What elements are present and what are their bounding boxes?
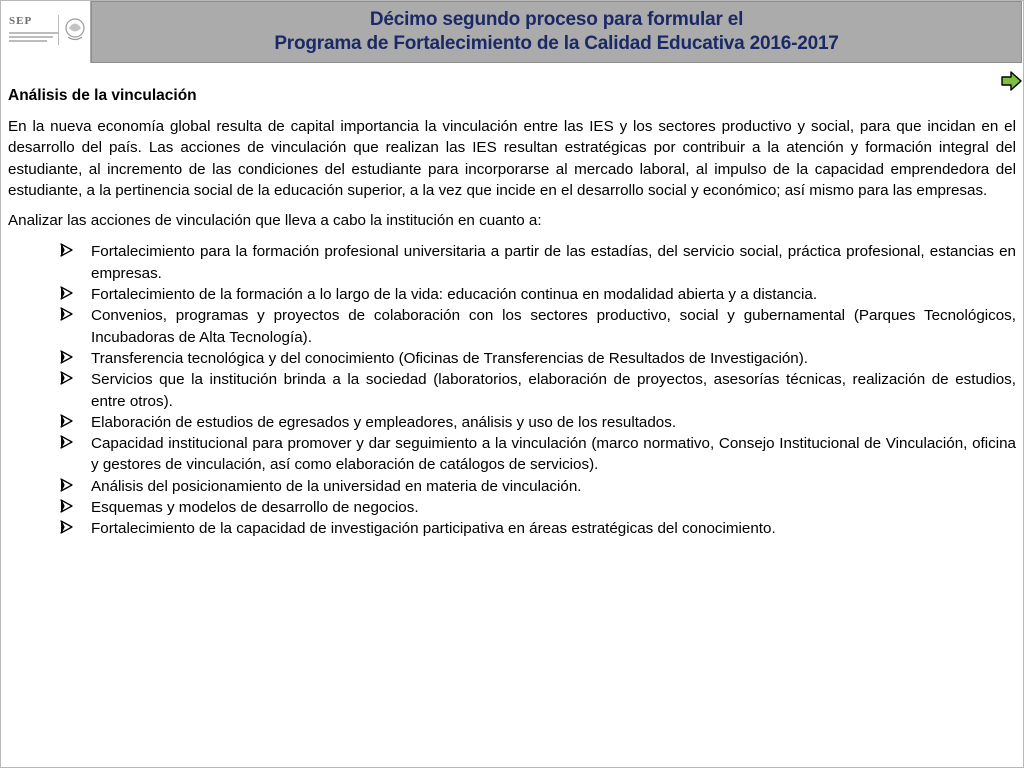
arrowhead-bullet-icon — [58, 477, 74, 493]
list-item — [8, 497, 1016, 518]
list-item-text: Transferencia tecnológica y del conocimiento (Oficinas de Transferencias de Resultados de Investigación). — [91, 349, 809, 367]
logo-line — [9, 40, 47, 42]
arrowhead-bullet-icon — [58, 306, 74, 322]
list-item — [8, 348, 1016, 369]
coat-of-arms-icon — [63, 15, 87, 45]
list-item — [8, 241, 1016, 284]
list-item — [8, 369, 1016, 412]
arrowhead-bullet-icon — [58, 285, 74, 301]
list-item-text: Análisis del posicionamiento de la universidad en materia de vinculación. — [91, 477, 582, 495]
list-item — [8, 476, 1016, 497]
list-item-text: Esquemas y modelos de desarrollo de negocios. — [91, 499, 419, 517]
list-item-text: Elaboración de estudios de egresados y empleadores, análisis y uso de los resultados. — [91, 413, 677, 431]
action-list — [8, 241, 1016, 539]
list-item-text: Fortalecimiento para la formación profesional universitaria a partir de las estadías, del servicio social, práctica profesional, estancias en empresas. — [91, 243, 1016, 282]
logo-line — [9, 36, 53, 38]
title-banner — [91, 1, 1022, 63]
arrowhead-bullet-icon — [58, 242, 74, 258]
list-item — [8, 412, 1016, 433]
arrowhead-bullet-icon — [58, 519, 74, 535]
slide-content — [8, 86, 1016, 540]
title-line-2: Programa de Fortalecimiento de la Calidad Educativa 2016-2017 — [274, 33, 839, 54]
title-line-1: Décimo segundo proceso para formular el — [369, 9, 744, 30]
list-item — [8, 284, 1016, 305]
arrowhead-bullet-icon — [58, 370, 74, 386]
arrowhead-bullet-icon — [58, 434, 74, 450]
section-heading: Análisis de la vinculación — [8, 87, 197, 104]
sep-logo-text: SEP — [9, 15, 33, 27]
arrowhead-bullet-icon — [58, 413, 74, 429]
list-item — [8, 433, 1016, 476]
logo-line — [9, 32, 59, 34]
arrowhead-bullet-icon — [58, 349, 74, 365]
list-item — [8, 518, 1016, 539]
list-item-text: Servicios que la institución brinda a la sociedad (laboratorios, elaboración de proyectos, asesorías técnicas, realización de estudios, entre otros). — [91, 371, 1016, 410]
list-item-text: Convenios, programas y proyectos de colaboración con los sectores productivo, social y gubernamental (Parques Tecnológicos, Incubadoras de Alta Tecnología). — [91, 307, 1016, 346]
list-item — [8, 305, 1016, 348]
logo-divider — [58, 15, 59, 45]
arrowhead-bullet-icon — [58, 498, 74, 514]
sep-logo — [1, 1, 91, 63]
list-item-text: Fortalecimiento de la capacidad de investigación participativa en áreas estratégicas del conocimiento. — [91, 520, 776, 538]
intro-paragraph: En la nueva economía global resulta de capital importancia la vinculación entre las IES y los sectores productivo y social, para que incidan en el desarrollo del país. Las acciones de vinculación que realizan las IES resultan estratégicas por contribuir a la atención y formación integral del estudiante, al incremento de las condiciones del estudiante para incorporarse al mercado laboral, al impulso de la capacidad emprendedora del estudiante, a la pertinencia social de la educación superior, a la vez que incide en el desarrollo social y económico; así mismo para las empresas. — [8, 118, 1016, 199]
sep-wordmark — [9, 15, 61, 49]
list-intro: Analizar las acciones de vinculación que lleva a cabo la institución en cuanto a: — [8, 212, 542, 230]
list-item-text: Capacidad institucional para promover y dar seguimiento a la vinculación (marco normativo, Consejo Institucional de Vinculación, oficina y gestores de vinculación, así como elaboración de catálogos de servicios). — [91, 435, 1016, 474]
list-item-text: Fortalecimiento de la formación a lo largo de la vida: educación continua en modalidad abierta y a distancia. — [91, 286, 818, 304]
